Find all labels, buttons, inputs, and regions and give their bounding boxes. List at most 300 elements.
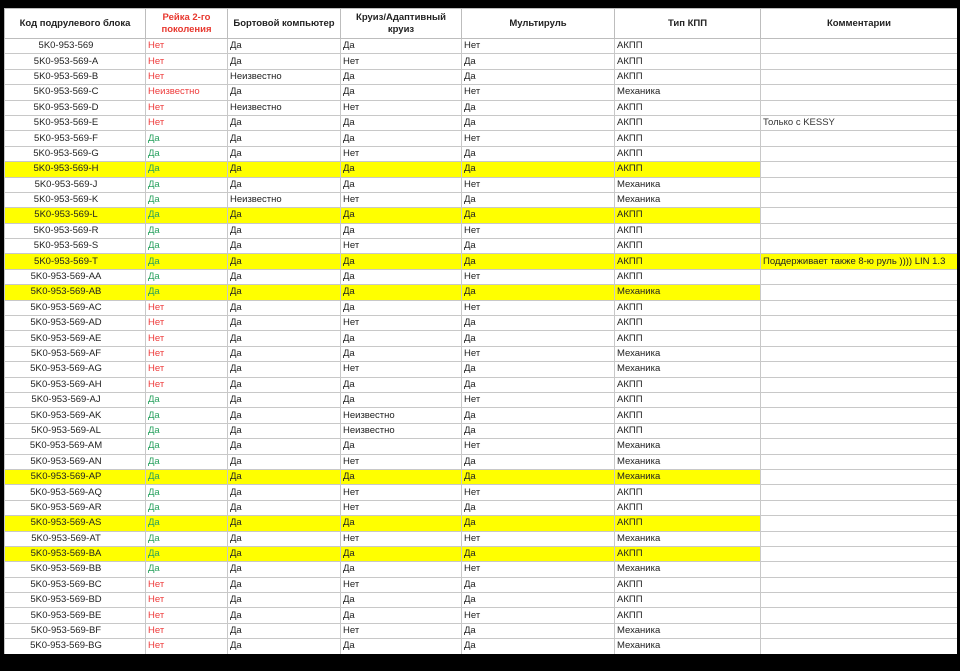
cell-comment[interactable] <box>761 331 958 346</box>
cell-board-computer[interactable]: Да <box>228 469 341 484</box>
cell-code[interactable]: 5K0-953-569-B <box>5 69 146 84</box>
table-row <box>5 100 958 115</box>
cell-cruise[interactable]: Да <box>341 162 462 177</box>
cell-cruise[interactable]: Да <box>341 377 462 392</box>
cell-code[interactable]: 5K0-953-569-F <box>5 131 146 146</box>
cell-board-computer[interactable]: Неизвестно <box>228 69 341 84</box>
cell-board-computer[interactable]: Да <box>228 593 341 608</box>
cell-cruise[interactable]: Нет <box>341 454 462 469</box>
cell-rack[interactable]: Да <box>146 208 228 223</box>
cell-comment[interactable] <box>761 500 958 515</box>
cell-cruise[interactable]: Нет <box>341 100 462 115</box>
cell-gearbox[interactable]: АКПП <box>615 485 761 500</box>
cell-gearbox[interactable]: Механика <box>615 285 761 300</box>
cell-gearbox[interactable]: Механика <box>615 531 761 546</box>
cell-comment[interactable] <box>761 485 958 500</box>
cell-rack[interactable]: Нет <box>146 331 228 346</box>
cell-cruise[interactable]: Да <box>341 639 462 654</box>
cell-code[interactable]: 5K0-953-569-BA <box>5 546 146 561</box>
cell-gearbox[interactable]: Механика <box>615 469 761 484</box>
cell-rack[interactable]: Нет <box>146 39 228 54</box>
cell-code[interactable]: 5K0-953-569-BF <box>5 623 146 638</box>
table-row <box>5 115 958 130</box>
cell-code[interactable]: 5K0-953-569 <box>5 39 146 54</box>
cell-code[interactable]: 5K0-953-569-H <box>5 162 146 177</box>
cell-gearbox[interactable]: АКПП <box>615 300 761 315</box>
cell-gearbox[interactable]: Механика <box>615 85 761 100</box>
cell-multiwheel[interactable]: Нет <box>462 131 615 146</box>
cell-rack[interactable]: Нет <box>146 316 228 331</box>
cell-gearbox[interactable]: Механика <box>615 192 761 207</box>
cell-rack[interactable]: Да <box>146 485 228 500</box>
cell-rack[interactable]: Да <box>146 500 228 515</box>
cell-board-computer[interactable]: Да <box>228 54 341 69</box>
cell-rack[interactable]: Нет <box>146 300 228 315</box>
cell-multiwheel[interactable]: Нет <box>462 531 615 546</box>
cell-cruise[interactable]: Да <box>341 439 462 454</box>
cell-gearbox[interactable]: Механика <box>615 439 761 454</box>
cell-multiwheel[interactable]: Да <box>462 54 615 69</box>
cell-code[interactable]: 5K0-953-569-L <box>5 208 146 223</box>
cell-rack[interactable]: Да <box>146 254 228 269</box>
cell-code[interactable]: 5K0-953-569-R <box>5 223 146 238</box>
cell-cruise[interactable]: Нет <box>341 316 462 331</box>
cell-comment[interactable] <box>761 177 958 192</box>
cell-rack[interactable]: Нет <box>146 593 228 608</box>
cell-board-computer[interactable]: Да <box>228 254 341 269</box>
cell-multiwheel[interactable]: Да <box>462 377 615 392</box>
cell-cruise[interactable]: Неизвестно <box>341 408 462 423</box>
cell-multiwheel[interactable]: Да <box>462 146 615 161</box>
cell-cruise[interactable]: Да <box>341 269 462 284</box>
cell-multiwheel[interactable]: Нет <box>462 85 615 100</box>
cell-gearbox[interactable]: АКПП <box>615 208 761 223</box>
spreadsheet <box>4 8 957 654</box>
cell-cruise[interactable]: Да <box>341 331 462 346</box>
cell-board-computer[interactable]: Да <box>228 577 341 592</box>
cell-multiwheel[interactable]: Нет <box>462 39 615 54</box>
cell-board-computer[interactable]: Да <box>228 608 341 623</box>
cell-cruise[interactable]: Да <box>341 546 462 561</box>
cell-multiwheel[interactable]: Да <box>462 500 615 515</box>
cell-multiwheel[interactable]: Да <box>462 577 615 592</box>
cell-gearbox[interactable]: Механика <box>615 623 761 638</box>
cell-comment[interactable] <box>761 608 958 623</box>
cell-code[interactable]: 5K0-953-569-BG <box>5 639 146 654</box>
table-row <box>5 131 958 146</box>
cell-board-computer[interactable]: Да <box>228 408 341 423</box>
cell-board-computer[interactable]: Да <box>228 423 341 438</box>
cell-cruise[interactable]: Да <box>341 177 462 192</box>
cell-comment[interactable] <box>761 377 958 392</box>
cell-cruise[interactable]: Да <box>341 593 462 608</box>
cell-code[interactable]: 5K0-953-569-BC <box>5 577 146 592</box>
cell-rack[interactable]: Нет <box>146 623 228 638</box>
cell-gearbox[interactable]: АКПП <box>615 608 761 623</box>
cell-comment[interactable] <box>761 39 958 54</box>
cell-cruise[interactable]: Нет <box>341 362 462 377</box>
cell-rack[interactable]: Нет <box>146 54 228 69</box>
cell-comment[interactable] <box>761 208 958 223</box>
cell-board-computer[interactable]: Да <box>228 85 341 100</box>
cell-multiwheel[interactable]: Да <box>462 115 615 130</box>
cell-gearbox[interactable]: АКПП <box>615 546 761 561</box>
cell-comment[interactable] <box>761 531 958 546</box>
cell-comment[interactable] <box>761 577 958 592</box>
cell-cruise[interactable]: Да <box>341 516 462 531</box>
cell-board-computer[interactable]: Да <box>228 362 341 377</box>
cell-rack[interactable]: Нет <box>146 115 228 130</box>
cell-comment[interactable] <box>761 192 958 207</box>
cell-board-computer[interactable]: Да <box>228 439 341 454</box>
cell-multiwheel[interactable]: Да <box>462 331 615 346</box>
cell-code[interactable]: 5K0-953-569-G <box>5 146 146 161</box>
cell-cruise[interactable]: Да <box>341 69 462 84</box>
cell-board-computer[interactable]: Да <box>228 316 341 331</box>
table-row <box>5 392 958 407</box>
cell-board-computer[interactable]: Да <box>228 239 341 254</box>
cell-rack[interactable]: Да <box>146 192 228 207</box>
cell-rack[interactable]: Да <box>146 439 228 454</box>
cell-cruise[interactable]: Да <box>341 254 462 269</box>
cell-rack[interactable]: Да <box>146 562 228 577</box>
cell-code[interactable]: 5K0-953-569-AQ <box>5 485 146 500</box>
cell-board-computer[interactable]: Да <box>228 516 341 531</box>
cell-rack[interactable]: Да <box>146 223 228 238</box>
cell-multiwheel[interactable]: Нет <box>462 392 615 407</box>
cell-gearbox[interactable]: Механика <box>615 346 761 361</box>
table-row <box>5 639 958 654</box>
cell-gearbox[interactable]: АКПП <box>615 223 761 238</box>
cell-cruise[interactable]: Нет <box>341 531 462 546</box>
cell-gearbox[interactable]: АКПП <box>615 115 761 130</box>
cell-board-computer[interactable]: Да <box>228 115 341 130</box>
cell-board-computer[interactable]: Да <box>228 346 341 361</box>
cell-cruise[interactable]: Да <box>341 208 462 223</box>
cell-multiwheel[interactable]: Нет <box>462 608 615 623</box>
cell-cruise[interactable]: Да <box>341 285 462 300</box>
cell-comment[interactable] <box>761 223 958 238</box>
cell-comment[interactable] <box>761 362 958 377</box>
cell-code[interactable]: 5K0-953-569-K <box>5 192 146 207</box>
cell-comment[interactable] <box>761 239 958 254</box>
cell-code[interactable]: 5K0-953-569-AT <box>5 531 146 546</box>
cell-gearbox[interactable]: АКПП <box>615 100 761 115</box>
header-gearbox[interactable]: Тип КПП <box>615 9 761 39</box>
cell-gearbox[interactable]: Механика <box>615 639 761 654</box>
cell-gearbox[interactable]: АКПП <box>615 316 761 331</box>
cell-multiwheel[interactable]: Да <box>462 516 615 531</box>
cell-code[interactable]: 5K0-953-569-AG <box>5 362 146 377</box>
cell-cruise[interactable]: Да <box>341 346 462 361</box>
cell-gearbox[interactable]: Механика <box>615 562 761 577</box>
cell-cruise[interactable]: Да <box>341 608 462 623</box>
cell-board-computer[interactable]: Да <box>228 531 341 546</box>
cell-board-computer[interactable]: Да <box>228 485 341 500</box>
cell-multiwheel[interactable]: Да <box>462 239 615 254</box>
cell-cruise[interactable]: Да <box>341 39 462 54</box>
cell-board-computer[interactable]: Да <box>228 562 341 577</box>
cell-code[interactable]: 5K0-953-569-AA <box>5 269 146 284</box>
cell-code[interactable]: 5K0-953-569-AK <box>5 408 146 423</box>
cell-board-computer[interactable]: Да <box>228 269 341 284</box>
cell-gearbox[interactable]: АКПП <box>615 254 761 269</box>
cell-rack[interactable]: Да <box>146 146 228 161</box>
cell-multiwheel[interactable]: Да <box>462 639 615 654</box>
cell-gearbox[interactable]: АКПП <box>615 392 761 407</box>
table-row <box>5 623 958 638</box>
cell-multiwheel[interactable]: Да <box>462 69 615 84</box>
cell-board-computer[interactable]: Да <box>228 39 341 54</box>
cell-multiwheel[interactable]: Да <box>462 408 615 423</box>
cell-gearbox[interactable]: Механика <box>615 454 761 469</box>
cell-board-computer[interactable]: Да <box>228 392 341 407</box>
header-board-computer[interactable]: Бортовой компьютер <box>228 9 341 39</box>
table-row <box>5 331 958 346</box>
cell-cruise[interactable]: Да <box>341 223 462 238</box>
cell-rack[interactable]: Да <box>146 423 228 438</box>
cell-multiwheel[interactable]: Да <box>462 623 615 638</box>
cell-rack[interactable]: Да <box>146 531 228 546</box>
cell-code[interactable]: 5K0-953-569-T <box>5 254 146 269</box>
cell-gearbox[interactable]: Механика <box>615 362 761 377</box>
cell-comment[interactable] <box>761 546 958 561</box>
cell-cruise[interactable]: Да <box>341 300 462 315</box>
cell-rack[interactable]: Да <box>146 177 228 192</box>
cell-gearbox[interactable]: АКПП <box>615 69 761 84</box>
cell-multiwheel[interactable]: Да <box>462 192 615 207</box>
cell-rack[interactable]: Да <box>146 408 228 423</box>
cell-board-computer[interactable]: Да <box>228 208 341 223</box>
cell-board-computer[interactable]: Да <box>228 500 341 515</box>
cell-multiwheel[interactable]: Нет <box>462 223 615 238</box>
cell-cruise[interactable]: Да <box>341 131 462 146</box>
cell-comment[interactable] <box>761 439 958 454</box>
cell-multiwheel[interactable]: Да <box>462 316 615 331</box>
cell-code[interactable]: 5K0-953-569-AS <box>5 516 146 531</box>
cell-comment[interactable] <box>761 316 958 331</box>
cell-board-computer[interactable]: Да <box>228 285 341 300</box>
cell-gearbox[interactable]: АКПП <box>615 500 761 515</box>
cell-gearbox[interactable]: АКПП <box>615 577 761 592</box>
cell-rack[interactable]: Да <box>146 269 228 284</box>
cell-gearbox[interactable]: АКПП <box>615 423 761 438</box>
cell-cruise[interactable]: Нет <box>341 623 462 638</box>
cell-board-computer[interactable]: Да <box>228 331 341 346</box>
cell-multiwheel[interactable]: Нет <box>462 269 615 284</box>
cell-comment[interactable] <box>761 516 958 531</box>
cell-board-computer[interactable]: Да <box>228 146 341 161</box>
cell-code[interactable]: 5K0-953-569-AE <box>5 331 146 346</box>
cell-comment[interactable] <box>761 285 958 300</box>
cell-comment[interactable] <box>761 162 958 177</box>
cell-rack[interactable]: Да <box>146 131 228 146</box>
cell-code[interactable]: 5K0-953-569-AB <box>5 285 146 300</box>
cell-rack[interactable]: Неизвестно <box>146 85 228 100</box>
table-row <box>5 423 958 438</box>
cell-gearbox[interactable]: АКПП <box>615 54 761 69</box>
cell-rack[interactable]: Да <box>146 239 228 254</box>
cell-rack[interactable]: Да <box>146 454 228 469</box>
cell-comment[interactable] <box>761 300 958 315</box>
cell-comment[interactable] <box>761 408 958 423</box>
cell-comment[interactable]: Поддерживает также 8-ю руль )))) LIN 1.3 <box>761 254 958 269</box>
cell-code[interactable]: 5K0-953-569-AF <box>5 346 146 361</box>
header-multiwheel[interactable]: Мультируль <box>462 9 615 39</box>
cell-comment[interactable] <box>761 454 958 469</box>
cell-comment[interactable] <box>761 346 958 361</box>
cell-cruise[interactable]: Да <box>341 392 462 407</box>
cell-multiwheel[interactable]: Да <box>462 285 615 300</box>
cell-multiwheel[interactable]: Нет <box>462 300 615 315</box>
cell-rack[interactable]: Да <box>146 162 228 177</box>
cell-rack[interactable]: Да <box>146 285 228 300</box>
cell-code[interactable]: 5K0-953-569-AD <box>5 316 146 331</box>
cell-code[interactable]: 5K0-953-569-AN <box>5 454 146 469</box>
cell-code[interactable]: 5K0-953-569-AL <box>5 423 146 438</box>
cell-comment[interactable] <box>761 639 958 654</box>
cell-cruise[interactable]: Нет <box>341 485 462 500</box>
cell-cruise[interactable]: Да <box>341 115 462 130</box>
cell-cruise[interactable]: Нет <box>341 500 462 515</box>
cell-comment[interactable] <box>761 423 958 438</box>
cell-multiwheel[interactable]: Да <box>462 254 615 269</box>
cell-multiwheel[interactable]: Да <box>462 593 615 608</box>
cell-code[interactable]: 5K0-953-569-C <box>5 85 146 100</box>
cell-cruise[interactable]: Нет <box>341 239 462 254</box>
cell-multiwheel[interactable]: Да <box>462 208 615 223</box>
cell-board-computer[interactable]: Да <box>228 177 341 192</box>
cell-gearbox[interactable]: АКПП <box>615 331 761 346</box>
cell-comment[interactable] <box>761 469 958 484</box>
cell-cruise[interactable]: Неизвестно <box>341 423 462 438</box>
cell-code[interactable]: 5K0-953-569-AM <box>5 439 146 454</box>
cell-cruise[interactable]: Нет <box>341 54 462 69</box>
cell-gearbox[interactable]: АКПП <box>615 516 761 531</box>
cell-gearbox[interactable]: АКПП <box>615 269 761 284</box>
cell-multiwheel[interactable]: Да <box>462 469 615 484</box>
cell-multiwheel[interactable]: Нет <box>462 177 615 192</box>
cell-comment[interactable] <box>761 146 958 161</box>
cell-code[interactable]: 5K0-953-569-BB <box>5 562 146 577</box>
cell-multiwheel[interactable]: Да <box>462 546 615 561</box>
cell-code[interactable]: 5K0-953-569-BE <box>5 608 146 623</box>
cell-board-computer[interactable]: Да <box>228 162 341 177</box>
cell-comment[interactable] <box>761 392 958 407</box>
cell-code[interactable]: 5K0-953-569-E <box>5 115 146 130</box>
cell-board-computer[interactable]: Да <box>228 623 341 638</box>
cell-comment[interactable] <box>761 85 958 100</box>
cell-comment[interactable] <box>761 54 958 69</box>
cell-gearbox[interactable]: АКПП <box>615 593 761 608</box>
cell-code[interactable]: 5K0-953-569-D <box>5 100 146 115</box>
cell-board-computer[interactable]: Да <box>228 131 341 146</box>
cell-code[interactable]: 5K0-953-569-AR <box>5 500 146 515</box>
cell-comment[interactable] <box>761 623 958 638</box>
cell-board-computer[interactable]: Неизвестно <box>228 192 341 207</box>
cell-multiwheel[interactable]: Нет <box>462 485 615 500</box>
cell-multiwheel[interactable]: Нет <box>462 439 615 454</box>
cell-cruise[interactable]: Нет <box>341 146 462 161</box>
cell-gearbox[interactable]: АКПП <box>615 131 761 146</box>
cell-comment[interactable] <box>761 593 958 608</box>
cell-code[interactable]: 5K0-953-569-AC <box>5 300 146 315</box>
cell-board-computer[interactable]: Да <box>228 223 341 238</box>
table-row <box>5 316 958 331</box>
cell-multiwheel[interactable]: Нет <box>462 562 615 577</box>
cell-code[interactable]: 5K0-953-569-AH <box>5 377 146 392</box>
cell-rack[interactable]: Нет <box>146 608 228 623</box>
cell-gearbox[interactable]: АКПП <box>615 408 761 423</box>
header-code[interactable]: Код подрулевого блока <box>5 9 146 39</box>
cell-rack[interactable]: Нет <box>146 377 228 392</box>
cell-code[interactable]: 5K0-953-569-J <box>5 177 146 192</box>
table-row <box>5 269 958 284</box>
cell-rack[interactable]: Да <box>146 469 228 484</box>
cell-rack[interactable]: Да <box>146 392 228 407</box>
cell-comment[interactable] <box>761 100 958 115</box>
cell-rack[interactable]: Нет <box>146 346 228 361</box>
cell-rack[interactable]: Да <box>146 516 228 531</box>
cell-code[interactable]: 5K0-953-569-AJ <box>5 392 146 407</box>
cell-board-computer[interactable]: Да <box>228 454 341 469</box>
cell-cruise[interactable]: Нет <box>341 192 462 207</box>
cell-code[interactable]: 5K0-953-569-BD <box>5 593 146 608</box>
cell-multiwheel[interactable]: Нет <box>462 346 615 361</box>
cell-board-computer[interactable]: Да <box>228 639 341 654</box>
cell-multiwheel[interactable]: Да <box>462 423 615 438</box>
cell-code[interactable]: 5K0-953-569-A <box>5 54 146 69</box>
cell-multiwheel[interactable]: Да <box>462 362 615 377</box>
cell-cruise[interactable]: Да <box>341 85 462 100</box>
header-rack[interactable]: Рейка 2-го поколения <box>146 9 228 39</box>
cell-code[interactable]: 5K0-953-569-S <box>5 239 146 254</box>
cell-rack[interactable]: Нет <box>146 69 228 84</box>
cell-cruise[interactable]: Да <box>341 562 462 577</box>
header-cruise[interactable]: Круиз/Адаптивный круиз <box>341 9 462 39</box>
cell-gearbox[interactable]: АКПП <box>615 162 761 177</box>
cell-cruise[interactable]: Да <box>341 469 462 484</box>
cell-multiwheel[interactable]: Да <box>462 162 615 177</box>
cell-comment[interactable] <box>761 269 958 284</box>
cell-cruise[interactable]: Нет <box>341 577 462 592</box>
cell-multiwheel[interactable]: Да <box>462 454 615 469</box>
cell-rack[interactable]: Да <box>146 546 228 561</box>
cell-rack[interactable]: Нет <box>146 577 228 592</box>
cell-comment[interactable] <box>761 131 958 146</box>
cell-board-computer[interactable]: Да <box>228 546 341 561</box>
table-row <box>5 454 958 469</box>
cell-rack[interactable]: Нет <box>146 100 228 115</box>
cell-multiwheel[interactable]: Да <box>462 100 615 115</box>
cell-rack[interactable]: Нет <box>146 362 228 377</box>
cell-code[interactable]: 5K0-953-569-AP <box>5 469 146 484</box>
cell-gearbox[interactable]: АКПП <box>615 39 761 54</box>
cell-comment[interactable] <box>761 562 958 577</box>
cell-gearbox[interactable]: АКПП <box>615 239 761 254</box>
cell-board-computer[interactable]: Неизвестно <box>228 100 341 115</box>
cell-gearbox[interactable]: АКПП <box>615 377 761 392</box>
cell-gearbox[interactable]: Механика <box>615 177 761 192</box>
cell-comment[interactable]: Только с KESSY <box>761 115 958 130</box>
header-comments[interactable]: Комментарии <box>761 9 958 39</box>
cell-board-computer[interactable]: Да <box>228 377 341 392</box>
cell-rack[interactable]: Нет <box>146 639 228 654</box>
cell-board-computer[interactable]: Да <box>228 300 341 315</box>
cell-comment[interactable] <box>761 69 958 84</box>
table-row <box>5 516 958 531</box>
cell-gearbox[interactable]: АКПП <box>615 146 761 161</box>
